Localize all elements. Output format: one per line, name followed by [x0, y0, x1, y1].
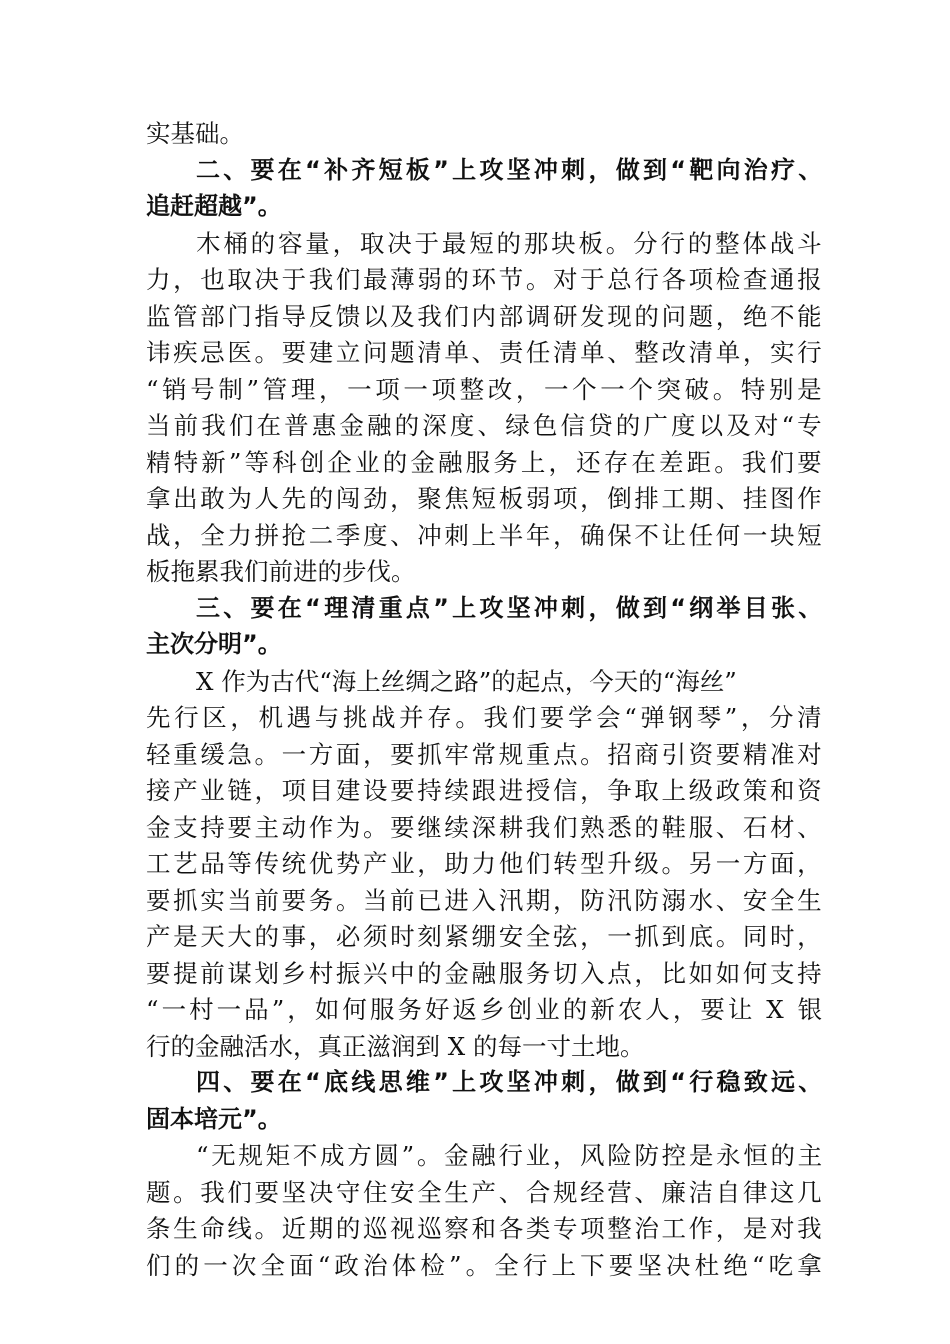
body-text-line: 轻重缓急。一方面，要抓牢常规重点。招商引资要精准对 — [146, 740, 825, 769]
body-text-line: 当前我们在普惠金融的深度、绿色信贷的广度以及对“专 — [146, 411, 825, 440]
body-text-line: 板拖累我们前进的步伐。 — [146, 557, 416, 586]
body-text-line: 行的金融活水，真正滋润到 X 的每一寸土地。 — [146, 1032, 645, 1061]
body-text-line: 要提前谋划乡村振兴中的金融服务切入点，比如如何支持 — [146, 959, 825, 988]
body-text-line: 们的一次全面“政治体检”。全行上下要坚决杜绝“吃拿 — [146, 1251, 826, 1280]
section-heading-line: 三、要在“理清重点”上攻坚冲刺，做到“纲举目张、 — [196, 594, 826, 622]
body-text-line: “销号制”管理，一项一项整改，一个一个突破。特别是 — [146, 375, 826, 404]
body-text-line: 拿出敢为人先的闯劲，聚焦短板弱项，倒排工期、挂图作 — [146, 484, 825, 513]
section-heading-line: 固本培元”。 — [146, 1105, 282, 1133]
body-text-line: 产是天大的事，必须时刻紧绷安全弦，一抓到底。同时， — [146, 922, 825, 951]
section-heading-line: 追赶超越”。 — [146, 192, 282, 220]
section-heading-line: 二、要在“补齐短板”上攻坚冲刺，做到“靶向治疗、 — [196, 156, 826, 184]
body-text-line: 先行区，机遇与挑战并存。我们要学会“弹钢琴”，分清 — [146, 703, 826, 732]
body-text-line: 金支持要主动作为。要继续深耕我们熟悉的鞋服、石材、 — [146, 813, 825, 842]
body-text-line: 实基础。 — [146, 119, 244, 148]
body-text-line: 讳疾忌医。要建立问题清单、责任清单、整改清单，实行 — [146, 338, 825, 367]
body-text-line: “无规矩不成方圆”。金融行业，风险防控是永恒的主 — [196, 1141, 825, 1170]
body-text-line: 精特新”等科创企业的金融服务上，还存在差距。我们要 — [146, 448, 825, 477]
body-text-line: 监管部门指导反馈以及我们内部调研发现的问题，绝不能 — [146, 302, 825, 331]
body-text-line: 力，也取决于我们最薄弱的环节。对于总行各项检查通报 — [146, 265, 825, 294]
body-text-line: 接产业链，项目建设要持续跟进授信，争取上级政策和资 — [146, 776, 825, 805]
body-text-line: 条生命线。近期的巡视巡察和各类专项整治工作，是对我 — [146, 1214, 825, 1243]
body-text-line: X 作为古代“海上丝绸之路”的起点，今天的“海丝” — [196, 667, 737, 696]
body-text-line: 战，全力拼抢二季度、冲刺上半年，确保不让任何一块短 — [146, 521, 825, 550]
body-text-line: 木桶的容量，取决于最短的那块板。分行的整体战斗 — [196, 229, 825, 258]
body-text-line: 题。我们要坚决守住安全生产、合规经营、廉洁自律这几 — [146, 1178, 825, 1207]
section-heading-line: 四、要在“底线思维”上攻坚冲刺，做到“行稳致远、 — [196, 1068, 826, 1096]
body-text-line: 要抓实当前要务。当前已进入汛期，防汛防溺水、安全生 — [146, 886, 825, 915]
body-text-line: “一村一品”，如何服务好返乡创业的新农人，要让 X 银 — [146, 995, 826, 1024]
body-text-line: 工艺品等传统优势产业，助力他们转型升级。另一方面， — [146, 849, 825, 878]
section-heading-line: 主次分明”。 — [146, 630, 282, 658]
